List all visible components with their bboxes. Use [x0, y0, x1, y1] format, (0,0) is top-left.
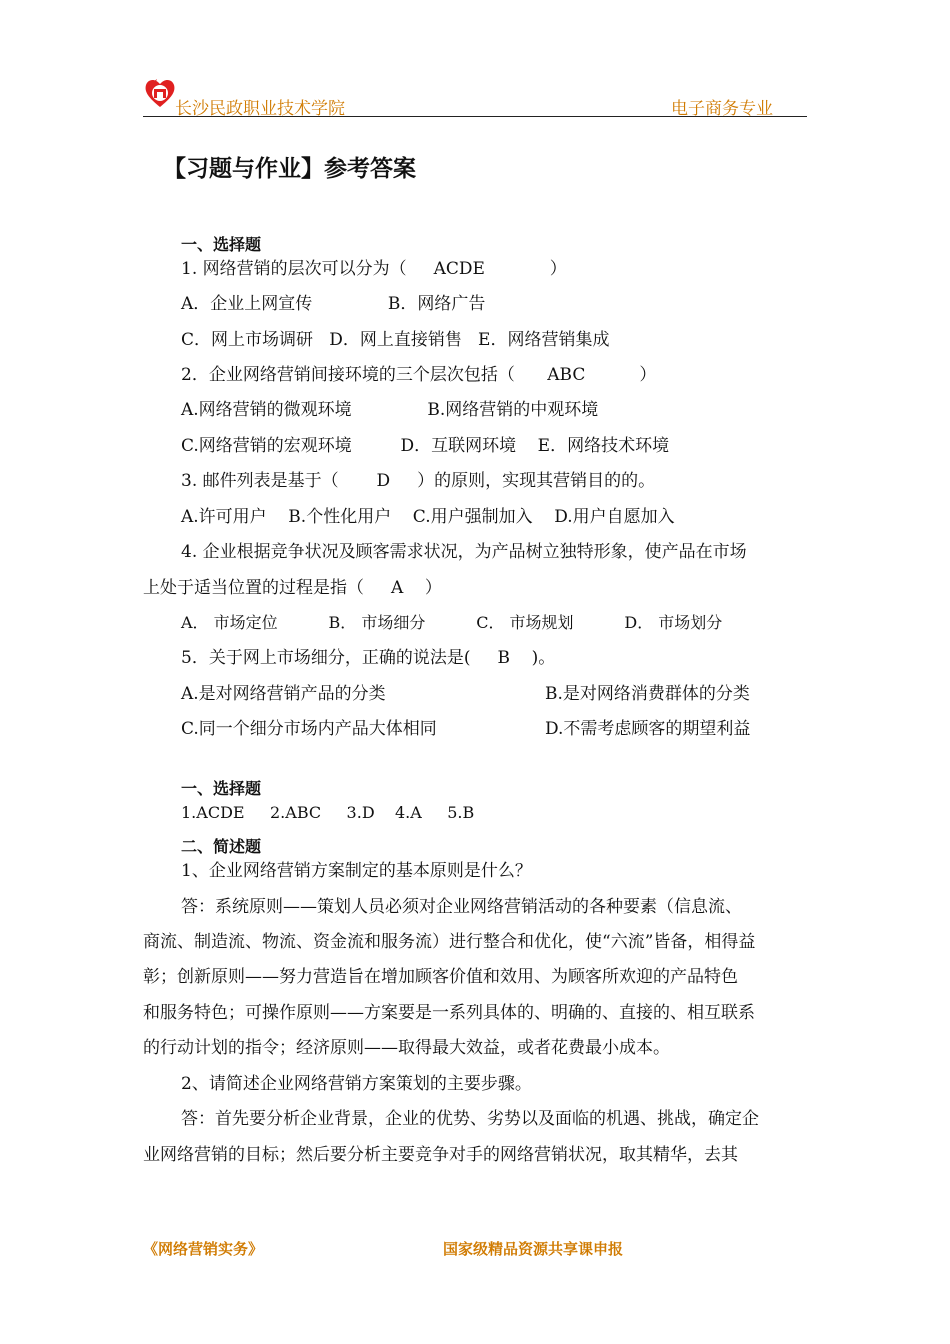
short-answer-1-line-3: 彰；创新原则——努力营造旨在增加顾客价值和效用、为顾客所欢迎的产品特色 — [143, 967, 738, 987]
question-4-options: A． 市场定位 B． 市场细分 C． 市场规划 D． 市场划分 — [181, 613, 723, 632]
short-question-1: 1、企业网络营销方案制定的基本原则是什么？ — [181, 861, 532, 881]
footer-application: 国家级精品资源共享课申报 — [443, 1240, 624, 1258]
short-answer-1-line-5: 的行动计划的指令；经济原则——取得最大效益，或者花费最小成本。 — [143, 1038, 670, 1058]
question-1-options-b: C．网上市场调研 D．网上直接销售 E．网络营销集成 — [181, 330, 610, 350]
short-answer-1-line-4: 和服务特色；可操作原则——方案要是一系列具体的、明确的、直接的、相互联系 — [143, 1003, 755, 1023]
question-5-option-c: C.同一个细分市场内产品大体相同 — [181, 719, 437, 739]
page-header — [143, 74, 807, 117]
college-name: 长沙民政职业技术学院 — [175, 99, 345, 119]
answers-line: 1.ACDE 2.ABC 3.D 4.A 5.B — [181, 803, 475, 822]
question-1-options-a: A．企业上网宣传 B．网络广告 — [181, 294, 486, 314]
short-question-2: 2、请简述企业网络营销方案策划的主要步骤。 — [181, 1074, 532, 1094]
question-5-option-b: B.是对网络消费群体的分类 — [545, 684, 750, 704]
college-logo-icon — [143, 76, 177, 110]
question-4-line-1: 4. 企业根据竞争状况及顾客需求状况，为产品树立独特形象，使产品在市场 — [181, 542, 747, 562]
question-5-option-d: D.不需考虑顾客的期望利益 — [545, 719, 751, 739]
question-1: 1. 网络营销的层次可以分为（ ACDE ） — [181, 259, 567, 279]
page-title: 【习题与作业】参考答案 — [163, 156, 416, 182]
section-heading-short-answer: 二、简述题 — [181, 837, 262, 856]
question-2-options-a: A.网络营销的微观环境 B.网络营销的中观环境 — [181, 400, 599, 420]
answers-heading: 一、选择题 — [181, 779, 262, 798]
short-answer-1-line-1: 答：系统原则——策划人员必须对企业网络营销活动的各种要素（信息流、 — [181, 897, 742, 917]
question-3: 3. 邮件列表是基于（ D ）的原则，实现其营销目的的。 — [181, 471, 656, 491]
question-3-options: A.许可用户 B.个性化用户 C.用户强制加入 D.用户自愿加入 — [181, 507, 675, 527]
question-2: 2．企业网络营销间接环境的三个层次包括（ ABC ） — [181, 365, 657, 385]
question-5: 5．关于网上市场细分，正确的说法是( B )。 — [181, 648, 556, 668]
short-answer-2-line-1: 答：首先要分析企业背景，企业的优势、劣势以及面临的机遇、挑战，确定企 — [181, 1109, 759, 1129]
question-5-option-a: A.是对网络营销产品的分类 — [181, 684, 386, 704]
major-name: 电子商务专业 — [671, 99, 773, 119]
footer-course-name: 《网络营销实务》 — [143, 1240, 264, 1258]
question-2-options-b: C.网络营销的宏观环境 D．互联网环境 E．网络技术环境 — [181, 436, 670, 456]
short-answer-1-line-2: 商流、制造流、物流、资金流和服务流）进行整合和优化，使“六流”皆备，相得益 — [143, 932, 756, 952]
short-answer-2-line-2: 业网络营销的目标；然后要分析主要竞争对手的网络营销状况，取其精华，去其 — [143, 1145, 738, 1165]
section-heading-choice: 一、选择题 — [181, 235, 262, 254]
question-4-line-2: 上处于适当位置的过程是指（ A ） — [143, 578, 442, 598]
